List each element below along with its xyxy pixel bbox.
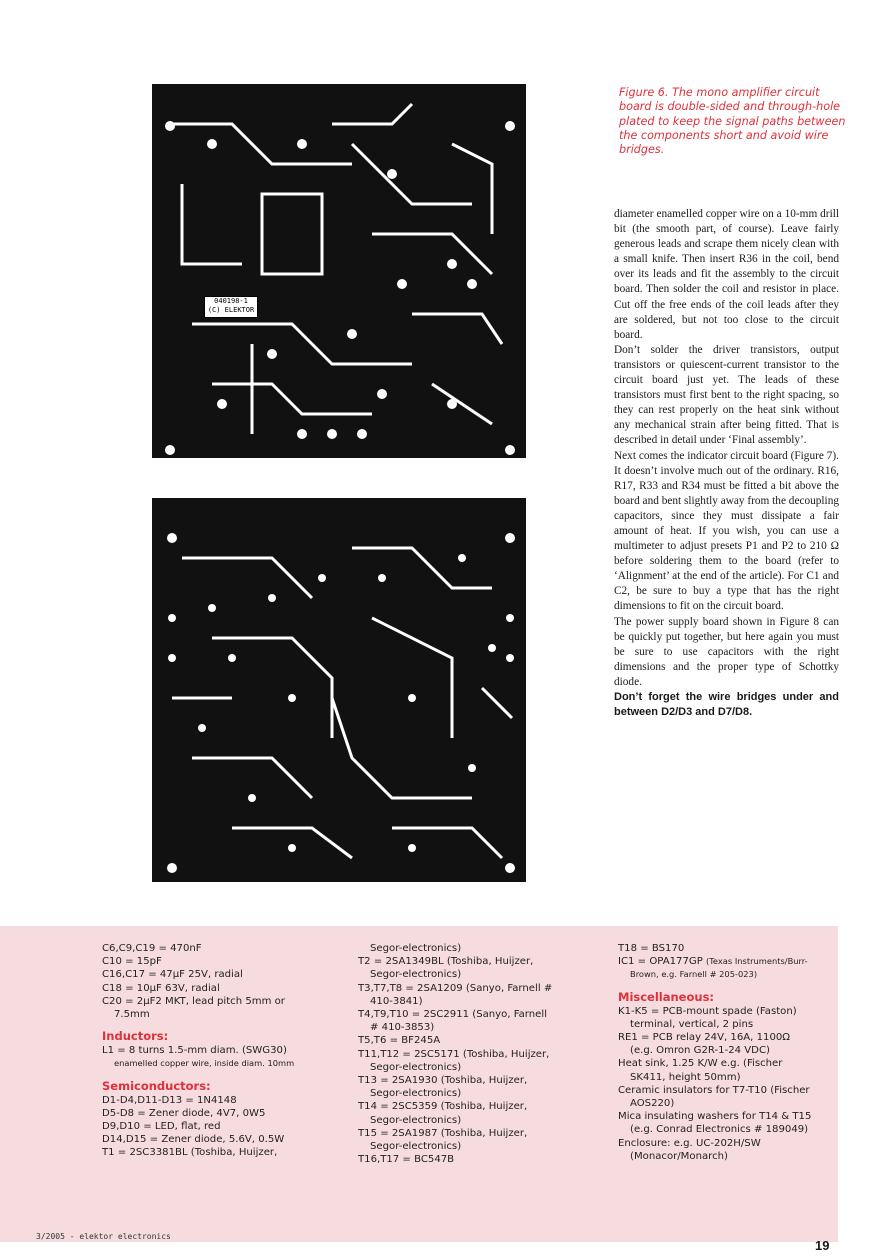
part-line: T4,T9,T10 = 2SC2911 (Sanyo, Farnell — [358, 1009, 547, 1021]
part-line: L1 = 8 turns 1.5-mm diam. (SWG30) — [102, 1045, 287, 1057]
part-line: K1-K5 = PCB-mount spade (Faston) — [618, 1005, 797, 1017]
board-copyright: (C) ELEKTOR — [207, 306, 255, 314]
part-line: T16,T17 = BC547B — [358, 1154, 455, 1166]
part-line: Segor-electronics) — [370, 1061, 462, 1073]
inductors-heading: Inductors: — [102, 1029, 169, 1044]
part-line: D9,D10 = LED, flat, red — [102, 1121, 221, 1133]
part-line: C10 = 15pF — [102, 956, 162, 968]
part-line: T13 = 2SA1930 (Toshiba, Huijzer, — [358, 1075, 528, 1087]
part-line: RE1 = PCB relay 24V, 16A, 1100Ω — [618, 1032, 790, 1044]
part-line: T15 = 2SA1987 (Toshiba, Huijzer, — [358, 1127, 528, 1139]
paragraph-3: Next comes the indicator circuit board (Figure 7). It doesn’t involve much out of the ordinary. R16, R17, R33 and R34 must be fitted a bit above the board and bent slightly away from the decoupling capacitors, since they must dissipate a fair amount of heat. If you wish, you can use a multimeter to adjust presets P1 and P2 to 210 Ω before soldering them to the board (refer to ‘Alignment’ at the end of the article). For C1 and C2, be sure to buy a type that has the right dimensions to fit on the circuit board. — [614, 449, 839, 613]
part-line: T3,T7,T8 = 2SA1209 (Sanyo, Farnell # — [358, 982, 553, 994]
part-line: enamelled copper wire, inside diam. 10mm — [114, 1058, 295, 1069]
paragraph-4: The power supply board shown in Figure 8 can be quickly put together, but here again you must be sure to use capacitors with the right dimensions and the proper type of Schottky diode. — [614, 615, 839, 688]
part-line: 7.5mm — [114, 1009, 150, 1021]
part-line: Ceramic insulators for T7-T10 (Fischer — [618, 1084, 810, 1096]
part-text: IC1 = OPA177GP — [618, 956, 703, 968]
part-line: Segor-electronics) — [370, 1114, 462, 1126]
part-line: Mica insulating washers for T14 & T15 — [618, 1111, 812, 1123]
part-line: (Monacor/Monarch) — [630, 1150, 728, 1162]
part-line: T5,T6 = BF245A — [358, 1035, 441, 1047]
semiconductors-heading: Semiconductors: — [102, 1078, 211, 1093]
part-line: T14 = 2SC5359 (Toshiba, Huijzer, — [358, 1101, 528, 1113]
part-note: (Texas Instruments/Burr- — [706, 956, 808, 967]
part-line: 410-3841) — [370, 995, 423, 1007]
part-line — [618, 955, 830, 968]
article-body — [614, 207, 839, 720]
parts-column-3 — [618, 942, 830, 1163]
part-line: T1 = 2SC3381BL (Toshiba, Huijzer, — [102, 1147, 278, 1159]
issue-footer: 3/2005 - elektor electronics — [36, 1232, 171, 1241]
part-line: (e.g. Conrad Electronics # 189049) — [630, 1124, 809, 1136]
part-line: C6,C9,C19 = 470nF — [102, 943, 202, 954]
part-line: D5-D8 = Zener diode, 4V7, 0W5 — [102, 1107, 266, 1119]
emphasis-note: Don’t forget the wire bridges under and between D2/D3 and D7/D8. — [614, 691, 839, 719]
parts-list-box — [0, 926, 838, 1242]
parts-column-2 — [358, 942, 583, 1166]
pcb-solder-side-image — [152, 498, 526, 882]
part-line: SK411, height 50mm) — [630, 1071, 741, 1083]
part-line: Segor-electronics) — [370, 1088, 462, 1100]
part-line: T2 = 2SA1349BL (Toshiba, Huijzer, — [358, 956, 534, 968]
part-line: Heat sink, 1.25 K/W e.g. (Fischer — [618, 1058, 783, 1070]
part-line: C18 = 10µF 63V, radial — [102, 982, 220, 994]
paragraph-1: diameter enamelled copper wire on a 10-mm drill bit (the smooth part, of course). Leave fairly generous leads and scrape them nicely clean with a small knife. Then insert R36 in the coil, bend over its leads and fit the assembly to the circuit board. Then solder the coil and resistor in place. Cut off the free ends of the coil leads after they are soldered, but not too close to the circuit board. — [614, 208, 839, 341]
part-line: T18 = BS170 — [618, 943, 685, 954]
part-line: # 410-3853) — [370, 1022, 435, 1034]
part-line: C20 = 2µF2 MKT, lead pitch 5mm or — [102, 995, 285, 1007]
board-number: 040198-1 — [214, 297, 248, 305]
part-line: Segor-electronics) — [370, 1141, 462, 1153]
page-number: 19 — [815, 1238, 830, 1253]
pcb-component-side-image — [152, 84, 526, 458]
board-id-label — [204, 296, 258, 318]
part-line: Enclosure: e.g. UC-202H/SW — [618, 1137, 761, 1149]
part-line: Brown, e.g. Farnell # 205-023) — [630, 969, 758, 980]
part-line: Segor-electronics) — [370, 969, 462, 981]
part-line: D1-D4,D11-D13 = 1N4148 — [102, 1094, 237, 1106]
part-line: AOS220) — [630, 1098, 675, 1110]
part-line: T11,T12 = 2SC5171 (Toshiba, Huijzer, — [358, 1048, 550, 1060]
part-line: terminal, vertical, 2 pins — [630, 1018, 754, 1030]
figure-caption: Figure 6. The mono amplifier circuit board is double-sided and through-hole plated to keep the signal paths between the components short and avoid wire bridges. — [619, 86, 846, 157]
part-line: C16,C17 = 47µF 25V, radial — [102, 969, 243, 981]
part-line: Segor-electronics) — [370, 943, 462, 954]
part-line: D14,D15 = Zener diode, 5.6V, 0.5W — [102, 1134, 285, 1146]
part-line: (e.g. Omron G2R-1-24 VDC) — [630, 1045, 770, 1057]
parts-column-1 — [102, 942, 302, 1160]
miscellaneous-heading: Miscellaneous: — [618, 989, 715, 1004]
paragraph-2: Don’t solder the driver transistors, output transistors or quiescent-current transistor to the circuit board just yet. The leads of these transistors must first bent to the right spacing, so they can rest properly on the heat sink without any mechanical strain after being fitted. That is described in detail under ‘Final assembly’. — [614, 343, 839, 447]
